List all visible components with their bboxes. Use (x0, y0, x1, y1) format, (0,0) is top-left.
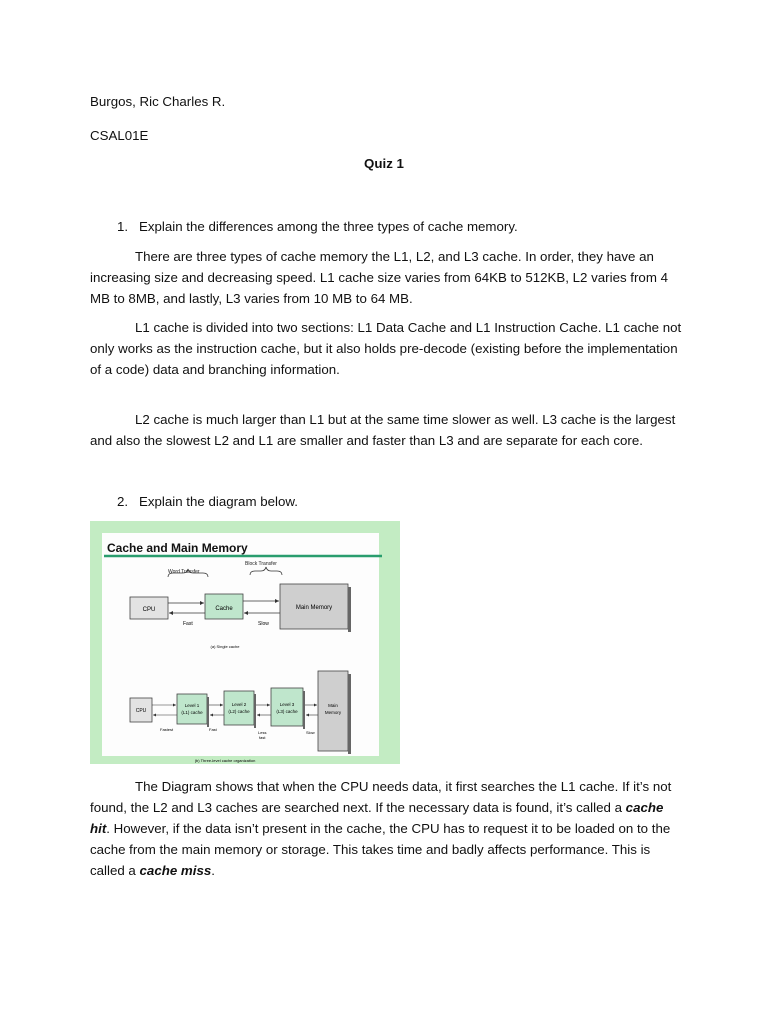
block-transfer-label: Block Transfer (245, 561, 277, 567)
cpu-label-b: CPU (135, 708, 147, 714)
slow-label-b: Slow (306, 730, 315, 735)
less-fast-label-2: fast (259, 735, 266, 740)
question-1 (117, 216, 518, 237)
question-1-number: 1. (117, 219, 129, 234)
l1-label-2: (L1) cache (181, 710, 203, 715)
term-cache-miss: cache miss (139, 863, 212, 878)
answer-2-text-1: The Diagram shows that when the CPU needs data, it first searches the L1 cache. If it’s not found, the L2 and L3 caches are searched next. If the necessary data is found, it’s called a (90, 779, 672, 815)
main-label-1: Main (328, 703, 338, 708)
caption-a: (a) Single cache (210, 644, 240, 649)
cache-label: Cache (215, 606, 233, 612)
diagram-title: Cache and Main Memory (107, 541, 248, 555)
answer-1-paragraph-1-text: There are three types of cache memory the L1, L2, and L3 cache. In order, they have an increasing size and decreasing speed. L1 cache size varies from 64KB to 512KB, L2 varies from 4 MB to 8MB, and lastly, L3 varies from 10 MB to 64 MB. (90, 249, 668, 306)
main-memory-label: Main Memory (295, 605, 333, 611)
l3-label-1: Level 3 (279, 702, 295, 707)
word-transfer-label: Word Transfer (168, 569, 200, 575)
l2-label-1: Level 2 (231, 702, 247, 707)
caption-b: (b) Three-level cache organization (194, 758, 256, 763)
less-fast-label-1: Less (258, 730, 267, 735)
answer-2-paragraph (90, 776, 682, 881)
l2-box (224, 691, 254, 725)
l2-label-2: (L2) cache (228, 709, 250, 714)
answer-1-paragraph-3 (90, 409, 682, 451)
answer-1-paragraph-1 (90, 246, 682, 309)
cache-diagram (90, 521, 400, 764)
l3-box (271, 688, 303, 726)
answer-1-paragraph-3-text: L2 cache is much larger than L1 but at the same time slower as well. L3 cache is the largest and also the slowest L2 and L1 are smaller and faster than L3 and are separate for each core. (90, 412, 676, 448)
author-name: Burgos, Ric Charles R. (90, 94, 226, 109)
answer-1-paragraph-2 (90, 317, 682, 380)
l1-box (177, 694, 207, 724)
block-transfer-brace (250, 567, 282, 575)
page-title: Quiz 1 (364, 156, 404, 171)
slow-label: Slow (258, 621, 269, 627)
fast-label-b: Fast (209, 727, 217, 732)
question-1-text: Explain the differences among the three types of cache memory. (139, 219, 518, 234)
diagram-graphic (90, 521, 400, 764)
main-label-2: Memory (324, 710, 342, 715)
fastest-label: Fastest (160, 727, 174, 732)
question-2-number: 2. (117, 494, 129, 509)
l1-label-1: Level 1 (184, 703, 200, 708)
fast-label: Fast (183, 621, 193, 627)
answer-2-text-2: . However, if the data isn’t present in the cache, the CPU has to request it to be loaded on to the cache from the main memory or storage. This takes time and badly affects performance. This is called a (90, 821, 671, 878)
cpu-label-a: CPU (142, 607, 156, 613)
answer-2-text-3: . (211, 863, 215, 878)
question-2-text: Explain the diagram below. (139, 494, 298, 509)
course-code: CSAL01E (90, 128, 149, 143)
term-cache-hit: cache hit (90, 800, 664, 836)
question-2 (117, 491, 298, 512)
answer-1-paragraph-2-text: L1 cache is divided into two sections: L1 Data Cache and L1 Instruction Cache. L1 cache not only works as the instruction cache, but it also holds pre-decode (existing before the implementation of a code) data and branching information. (90, 320, 682, 377)
l3-label-2: (L3) cache (276, 709, 298, 714)
main-memory-shadow (348, 587, 351, 632)
